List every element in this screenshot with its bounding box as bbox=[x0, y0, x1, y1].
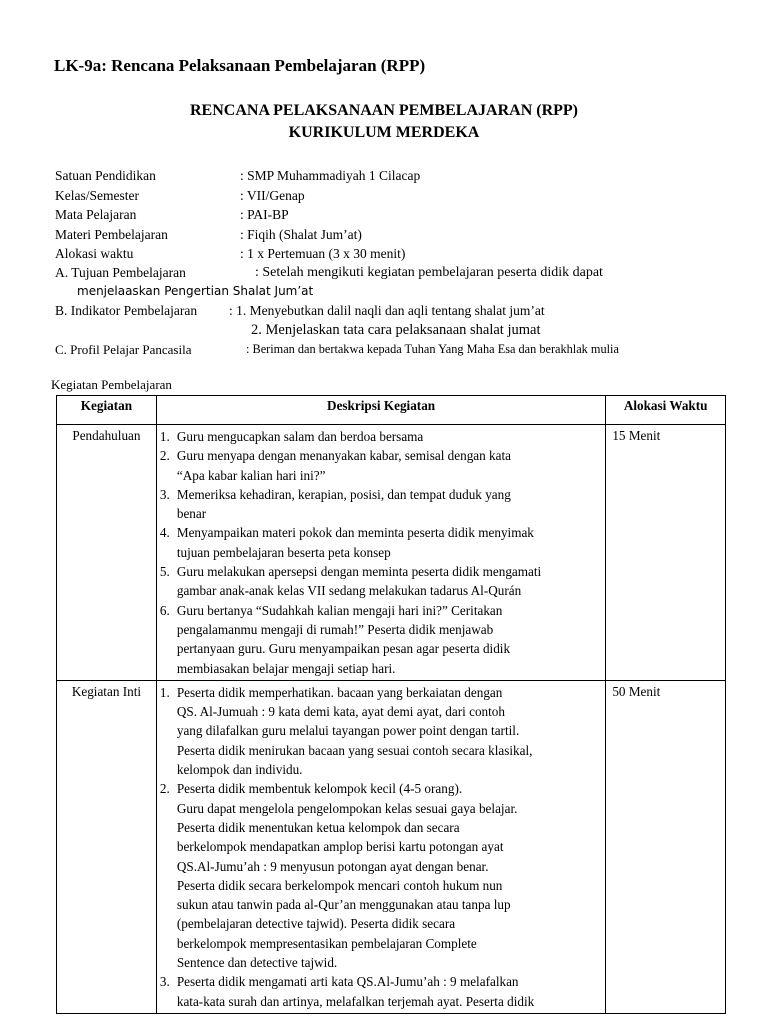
activity-time: 15 Menit bbox=[612, 428, 661, 443]
identity-label: Mata Pelajaran bbox=[55, 207, 137, 222]
activity-time-cell bbox=[606, 680, 726, 1013]
list-item: 1. Guru mengucapkan salam dan berdoa bersama bbox=[159, 429, 424, 444]
learning-activities-table bbox=[56, 395, 726, 1014]
activity-name-cell bbox=[57, 425, 157, 681]
identity-label: Satuan Pendidikan bbox=[55, 168, 156, 183]
identity-label: Alokasi waktu bbox=[55, 246, 134, 261]
table-caption: Kegiatan Pembelajaran bbox=[51, 377, 172, 392]
list-item: 4. Menyampaikan materi pokok dan meminta peserta didik menyimak tujuan pembelajaran beserta peta konsep bbox=[159, 525, 534, 560]
identity-value: : 1 x Pertemuan (3 x 30 menit) bbox=[240, 246, 406, 261]
list-item: 2. Guru menyapa dengan menanyakan kabar, semisal dengan kata “Apa kabar kalian hari ini?” bbox=[159, 448, 511, 483]
activity-description-cell bbox=[156, 425, 605, 681]
goal-a-text-cont: menjelaaskan Pengertian Shalat Jum’at bbox=[77, 284, 314, 298]
document-title: RENCANA PELAKSANAAN PEMBELAJARAN (RPP) bbox=[190, 102, 578, 119]
identity-label: Materi Pembelajaran bbox=[55, 226, 168, 242]
table-row bbox=[57, 425, 726, 681]
activity-time: 50 Menit bbox=[612, 683, 661, 699]
document-subtitle: KURIKULUM MERDEKA bbox=[288, 124, 480, 141]
activity-name: Pendahuluan bbox=[72, 428, 141, 443]
goal-b-text-cont: 2. Menjelaskan tata cara pelaksanaan shalat jumat bbox=[251, 322, 541, 338]
activity-name-cell bbox=[57, 680, 157, 1013]
list-item: 6. Guru bertanya “Sudahkah kalian mengaji hari ini?” Ceritakan pengalamanmu mengaji di rumah!” Peserta didik menjawab pertanyaan guru. Guru menyampaikan pesan agar peserta didik membiasakan belajar mengaji setiap hari. bbox=[159, 602, 511, 676]
inti-list bbox=[157, 681, 605, 1013]
list-item: 5. Guru melakukan apersepsi dengan meminta peserta didik mengamati gambar anak-anak kelas VII sedang melakukan tadarus Al-Qurán bbox=[159, 564, 542, 599]
identity-value: : VII/Genap bbox=[240, 187, 305, 203]
goal-a-text: : Setelah mengikuti kegiatan pembelajaran peserta didik dapat bbox=[255, 265, 603, 280]
activity-description-cell bbox=[156, 680, 605, 1013]
identity-value: : Fiqih (Shalat Jum’at) bbox=[240, 226, 362, 242]
activity-time-cell bbox=[606, 425, 726, 681]
list-item: 3. Memeriksa kehadiran, kerapian, posisi, dan tempat duduk yang benar bbox=[159, 486, 511, 522]
goal-c-text: : Beriman dan bertakwa kepada Tuhan Yang Maha Esa dan berakhlak mulia bbox=[246, 342, 619, 356]
list-item: 3. Peserta didik mengamati arti kata QS.Al-Jumu’ah : 9 melafalkan kata-kata surah dan artinya, melafalkan terjemah ayat. Peserta didik bbox=[159, 974, 535, 1009]
document-label: LK-9a: Rencana Pelaksanaan Pembelajaran (RPP) bbox=[54, 56, 426, 75]
goal-a-label: A. Tujuan Pembelajaran bbox=[55, 265, 186, 280]
list-item: 2. Peserta didik membentuk kelompok kecil (4-5 orang). Guru dapat mengelola pengelompokan kelas sesuai gaya belajar. Peserta didik menentukan ketua kelompok dan secara berkelompok mendapatkan amplop berisi kartu potongan ayat QS.Al-Jumu’ah : 9 menyusun potongan ayat dengan benar. Peserta didik secara berkelompok mencari contoh hukum nun sukun atau tanwin pada al-Qur’an menggunakan atau tanpa lup (pembelajaran detective tajwid). Peserta didik secara berkelompok mempresentasikan pembelajaran Complete Sentence dan detective tajwid. bbox=[159, 781, 518, 971]
identity-label: Kelas/Semester bbox=[55, 187, 139, 203]
table-row bbox=[57, 680, 726, 1013]
goal-b-label: B. Indikator Pembelajaran bbox=[55, 303, 198, 318]
goal-b-text: : 1. Menyebutkan dalil naqli dan aqli tentang shalat jum’at bbox=[229, 303, 545, 318]
header-kegiatan: Kegiatan bbox=[57, 396, 157, 425]
activity-name: Kegiatan Inti bbox=[71, 683, 142, 699]
header-alokasi: Alokasi Waktu bbox=[606, 396, 726, 425]
table-header-row bbox=[57, 396, 726, 425]
pendahuluan-list bbox=[157, 425, 605, 680]
identity-value: : PAI-BP bbox=[240, 207, 289, 222]
list-item: 1. Peserta didik memperhatikan. bacaan yang berkaiatan dengan QS. Al-Jumuah : 9 kata demi kata, ayat demi ayat, dari contoh yang dilafalkan guru melalui tayangan power point dengan tartil. Peserta didik menirukan bacaan yang sesuai contoh secara klasikal, kelompok dan individu. bbox=[159, 684, 533, 778]
identity-value: : SMP Muhammadiyah 1 Cilacap bbox=[240, 168, 421, 183]
header-deskripsi: Deskripsi Kegiatan bbox=[156, 396, 605, 425]
goal-c-label: C. Profil Pelajar Pancasila bbox=[55, 342, 192, 357]
